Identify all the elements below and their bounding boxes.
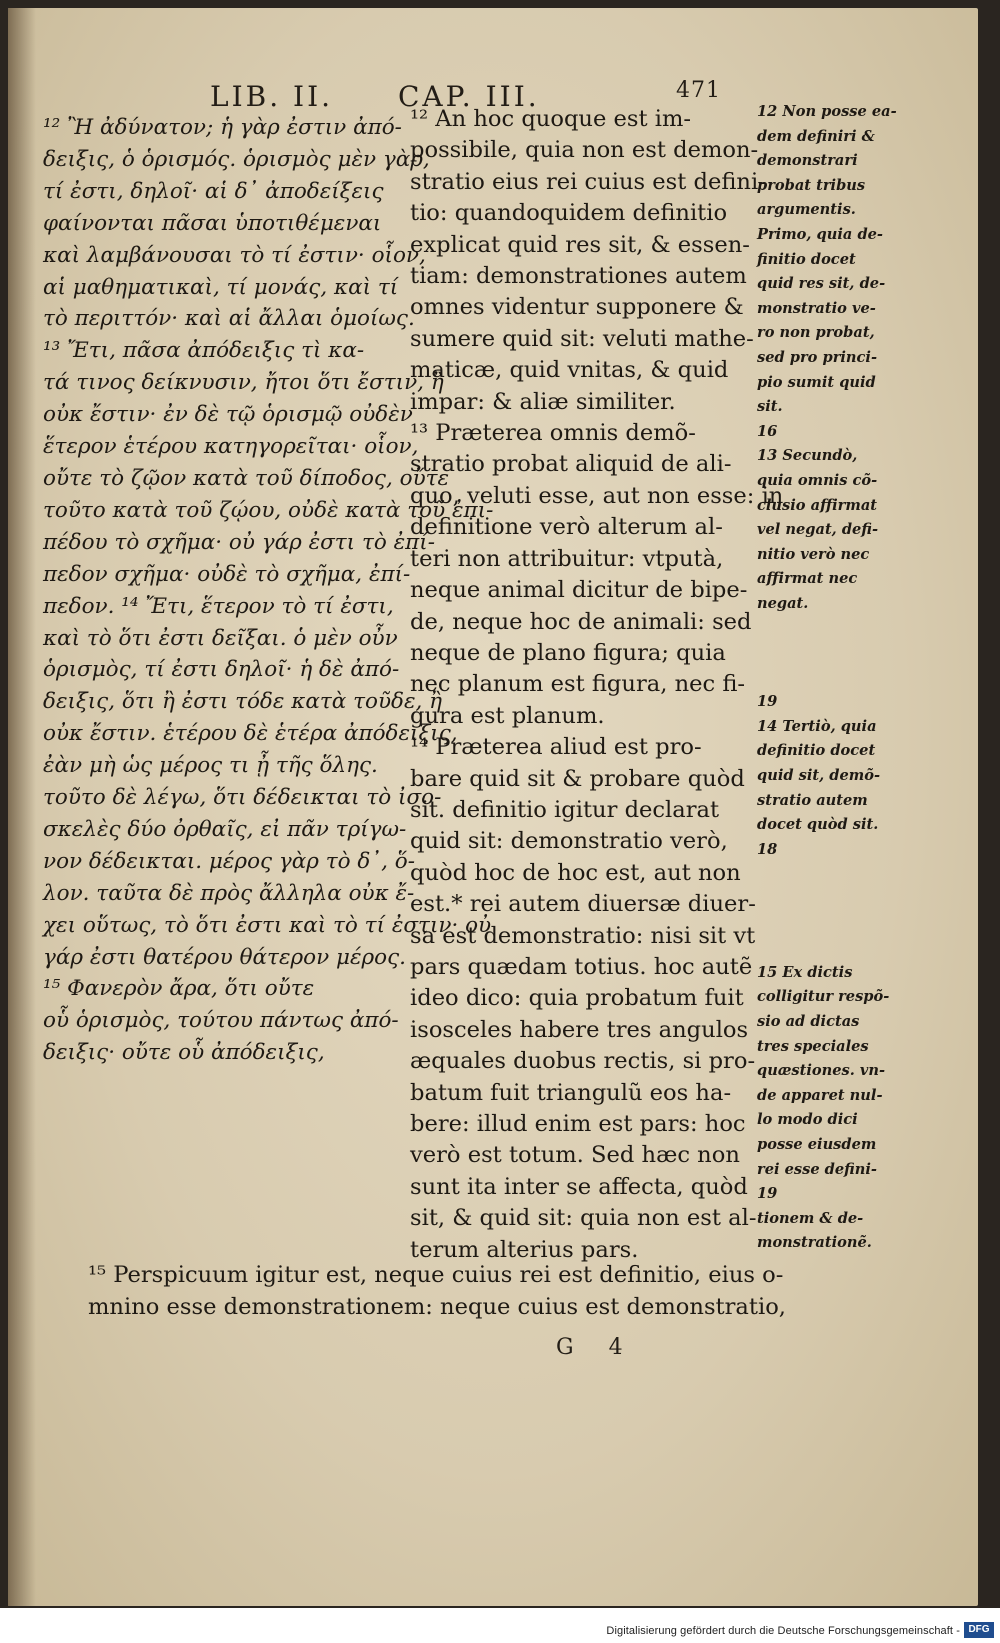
- latin-text-line: gura est planum.: [410, 702, 605, 729]
- greek-text-line: ἕτερον ἑτέρου κατηγορεῖται· οἷον,: [43, 434, 419, 460]
- latin-text-line: batum fuit triangulũ eos ha-: [410, 1079, 732, 1106]
- margin-note-line: sed pro princi-: [757, 348, 878, 366]
- greek-text-line: ἐὰν μὴ ὡς μέρος τι ᾖ τῆς ὅλης.: [43, 753, 378, 779]
- latin-text-line: possibile, quia non est demon-: [410, 137, 759, 164]
- margin-note-line: negat.: [757, 594, 809, 612]
- margin-note-line: [757, 912, 909, 937]
- margin-note-line: [757, 641, 909, 666]
- greek-text-line: λον. ταῦτα δὲ πρὸς ἄλληλα οὐκ ἔ-: [43, 880, 415, 906]
- greek-text-line: φαίνονται πᾶσαι ὑποτιθέμεναι: [43, 210, 382, 236]
- greek-text-line: τά τινος δείκνυσιν, ἤτοι ὅτι ἔστιν, ἢ: [43, 370, 444, 396]
- latin-text-line: bere: illud enim est pars: hoc: [410, 1111, 746, 1137]
- margin-note-line: monstratio ve-: [757, 299, 876, 317]
- margin-note-line: 12 Non posse ea-: [757, 103, 897, 120]
- margin-note-line: quid sit, demõ-: [757, 767, 881, 785]
- latin-text-line: stratio probat aliquid de ali-: [410, 451, 732, 478]
- margin-note-line: de apparet nul-: [757, 1086, 883, 1104]
- latin-text-line: ¹² An hoc quoque est im-: [410, 106, 692, 132]
- latin-text-line: teri non attribuitur: vtputà,: [410, 545, 724, 572]
- latin-text-line: explicat quid res sit, & essen-: [410, 231, 750, 258]
- margin-note-line: [757, 936, 909, 961]
- margin-note-line: monstrationẽ.: [757, 1234, 872, 1252]
- margin-note-line: affirmat nec: [757, 570, 858, 588]
- margin-note-line: pio sumit quid: [757, 373, 876, 391]
- margin-note-line: vel negat, defi-: [757, 521, 879, 539]
- margin-note-line: 15 Ex dictis: [757, 963, 853, 981]
- latin-text-line: stratio eius rei cuius est defini-: [410, 168, 766, 195]
- margin-note-line: 14 Tertiò, quia: [757, 717, 877, 735]
- greek-text-column: [43, 112, 494, 1069]
- margin-note-line: quæstiones. vn-: [757, 1062, 886, 1080]
- margin-note-line: sio ad dictas: [757, 1012, 860, 1030]
- latin-text-line: neque animal dicitur de bipe-: [410, 577, 748, 604]
- latin-text-line: impar: & aliæ similiter.: [410, 388, 676, 415]
- greek-text-line: ὁρισμὸς, τί ἐστι δηλοῖ· ἡ δὲ ἀπό-: [43, 657, 400, 683]
- greek-text-line: καὶ λαμβάνουσαι τὸ τί ἐστιν· οἷον,: [43, 242, 426, 268]
- latin-text-line: sumere quid sit: veluti mathe-: [410, 325, 754, 352]
- margin-note-line: clusio affirmat: [757, 496, 878, 514]
- latin-text-line: isosceles habere tres angulos: [410, 1016, 749, 1043]
- margin-notes-column: [757, 100, 909, 1256]
- latin-text-line: bare quid sit & probare quòd: [410, 765, 745, 792]
- margin-note-line: finitio docet: [757, 250, 856, 268]
- margin-note-line: docet quòd sit.: [757, 816, 879, 834]
- latin-text-line: tio: quandoquidem definitio: [410, 200, 728, 227]
- margin-note-line: [757, 666, 909, 691]
- margin-note-line: rei esse defini-: [757, 1160, 877, 1178]
- margin-note-line: [757, 862, 909, 887]
- margin-note-line: argumentis.: [757, 201, 856, 219]
- greek-text-line: νον δέδεικται. μέρος γὰρ τὸ δ᾽, ὅ-: [43, 848, 415, 874]
- greek-text-line: τὸ περιττόν· καὶ αἱ ἄλλαι ὁμοίως.: [43, 306, 415, 332]
- greek-text-line: τοῦτο δὲ λέγω, ὅτι δέδεικται τὸ ἰσο-: [43, 785, 442, 811]
- margin-note-line: nitio verò nec: [757, 545, 870, 563]
- latin-text-line: terum alterius pars.: [410, 1236, 639, 1263]
- greek-text-line: οὗ ὁρισμὸς, τούτου πάντως ἀπό-: [43, 1008, 399, 1034]
- greek-text-line: ¹⁵ Φανερὸν ἄρα, ὅτι οὔτε: [43, 976, 315, 1002]
- greek-text-line: χει οὕτως, τὸ ὅτι ἐστι καὶ τὸ τί ἐστιν· οὐ: [43, 912, 492, 938]
- margin-note-line: [757, 616, 909, 641]
- greek-text-line: δειξις, ὅτι ἢ ἐστι τόδε κατὰ τοῦδε, ἢ: [43, 689, 443, 715]
- greek-text-line: πεδον σχῆμα· οὐδὲ τὸ σχῆμα, ἐπί-: [43, 561, 411, 587]
- latin-text-line: ¹⁴ Præterea aliud est pro-: [410, 734, 702, 761]
- greek-text-line: οὔτε τὸ ζῷον κατὰ τοῦ δίποδος, οὔτε: [43, 465, 450, 491]
- latin-text-line: definitione verò alterum al-: [410, 514, 723, 541]
- greek-text-line: γάρ ἐστι θατέρου θάτερον μέρος.: [43, 944, 406, 970]
- latin-text-line: quid sit: demonstratio verò,: [410, 828, 728, 855]
- signature-mark: G 4: [556, 1335, 637, 1360]
- margin-note-line: Primo, quia de-: [757, 225, 883, 243]
- bottom-text-line: ¹⁵ Perspicuum igitur est, neque cuius rei est definitio, eius o-: [88, 1262, 784, 1288]
- greek-text-line: πέδου τὸ σχῆμα· οὐ γάρ ἐστι τὸ ἐπί-: [43, 529, 435, 555]
- latin-text-line: ¹³ Præterea omnis demõ-: [410, 420, 696, 447]
- latin-text-line: æquales duobus rectis, si pro-: [410, 1048, 756, 1075]
- margin-note-line: colligitur respõ-: [757, 988, 890, 1006]
- margin-note-line: probat tribus: [757, 176, 866, 194]
- margin-note-line: posse eiusdem: [757, 1135, 877, 1153]
- latin-text-line: quo, veluti esse, aut non esse: in: [410, 482, 784, 509]
- greek-text-line: ¹² Ἢ ἀδύνατον; ἡ γὰρ ἐστιν ἀπό-: [43, 115, 402, 140]
- margin-note-line: 19: [757, 1185, 778, 1203]
- latin-text-line: de, neque hoc de animali: sed: [410, 608, 752, 635]
- running-head-chapter: CAP. III.: [398, 80, 540, 113]
- greek-text-line: οὐκ ἔστιν· ἐν δὲ τῷ ὁρισμῷ οὐδὲν: [43, 402, 413, 428]
- greek-text-line: δειξις, ὁ ὁρισμός. ὁρισμὸς μὲν γὰρ,: [43, 146, 430, 172]
- page-number: 471: [676, 78, 721, 103]
- latin-text-line: omnes videntur supponere &: [410, 294, 744, 321]
- greek-text-line: οὐκ ἔστιν. ἑτέρου δὲ ἑτέρα ἀπόδειξις,: [43, 721, 458, 747]
- latin-text-line: sit, & quid sit: quia non est al-: [410, 1205, 757, 1232]
- latin-text-line: ideo dico: quia probatum fuit: [410, 985, 744, 1012]
- greek-text-line: πεδον. ¹⁴ Ἔτι, ἕτερον τὸ τί ἐστι,: [43, 593, 394, 619]
- latin-text-line: sa est demonstratio: nisi sit vt: [410, 922, 756, 949]
- margin-note-line: dem definiri &: [757, 127, 875, 145]
- margin-note-line: 16: [757, 422, 778, 440]
- margin-note-line: quid res sit, de-: [757, 275, 886, 293]
- greek-text-line: καὶ τὸ ὅτι ἐστι δεῖξαι. ὁ μὲν οὖν: [43, 625, 398, 651]
- bottom-latin-text: [88, 1259, 908, 1323]
- margin-note-line: [757, 887, 909, 912]
- latin-text-line: nec planum est figura, nec fi-: [410, 671, 746, 698]
- bottom-text-line: mnino esse demonstrationem: neque cuius est demonstratio,: [88, 1294, 786, 1320]
- margin-note-line: tionem & de-: [757, 1209, 864, 1227]
- page-gutter-shadow: [8, 8, 36, 1606]
- dfg-logo: DFG: [964, 1622, 994, 1638]
- latin-text-line: pars quædam totius. hoc autẽ: [410, 953, 753, 980]
- latin-text-line: verò est totum. Sed hæc non: [410, 1142, 740, 1169]
- latin-text-line: sunt ita inter se affecta, quòd: [410, 1173, 748, 1200]
- latin-text-line: est.* rei autem diuersæ diuer-: [410, 891, 756, 918]
- latin-text-line: maticæ, quid vnitas, & quid: [410, 357, 729, 384]
- margin-note-line: 19: [757, 693, 778, 711]
- latin-text-line: quòd hoc de hoc est, aut non: [410, 859, 741, 886]
- greek-text-line: τοῦτο κατὰ τοῦ ζῴου, οὐδὲ κατὰ τοῦ ἐπι-: [43, 497, 494, 523]
- margin-note-line: sit.: [757, 398, 783, 416]
- margin-note-line: lo modo dici: [757, 1111, 858, 1129]
- margin-note-line: definitio docet: [757, 742, 876, 760]
- margin-note-line: 18: [757, 840, 778, 858]
- digitization-credit: Digitalisierung gefördert durch die Deutsche Forschungsgemeinschaft -: [606, 1625, 960, 1637]
- margin-note-line: ro non probat,: [757, 324, 875, 342]
- margin-note-line: tres speciales: [757, 1037, 869, 1055]
- latin-text-line: sit. definitio igitur declarat: [410, 796, 720, 823]
- margin-note-line: 13 Secundò,: [757, 447, 858, 465]
- greek-text-line: σκελὲς δύο ὀρθαῖς, εἰ πᾶν τρίγω-: [43, 816, 407, 842]
- greek-text-line: τί ἐστι, δηλοῖ· αἱ δ᾽ ἀποδείξεις: [43, 178, 384, 204]
- greek-text-line: δειξις· οὔτε οὗ ἀπόδειξις,: [43, 1040, 325, 1066]
- margin-note-line: demonstrari: [757, 152, 858, 170]
- latin-text-line: neque de plano figura; quia: [410, 639, 726, 666]
- margin-note-line: quia omnis cõ-: [757, 471, 878, 489]
- latin-text-line: tiam: demonstrationes autem: [410, 263, 747, 290]
- running-head-book: LIB. II.: [210, 80, 334, 113]
- margin-note-line: stratio autem: [757, 791, 868, 809]
- greek-text-line: ¹³ Ἔτι, πᾶσα ἀπόδειξις τὶ κα-: [43, 338, 365, 364]
- greek-text-line: αἱ μαθηματικαὶ, τί μονάς, καὶ τί: [43, 274, 399, 300]
